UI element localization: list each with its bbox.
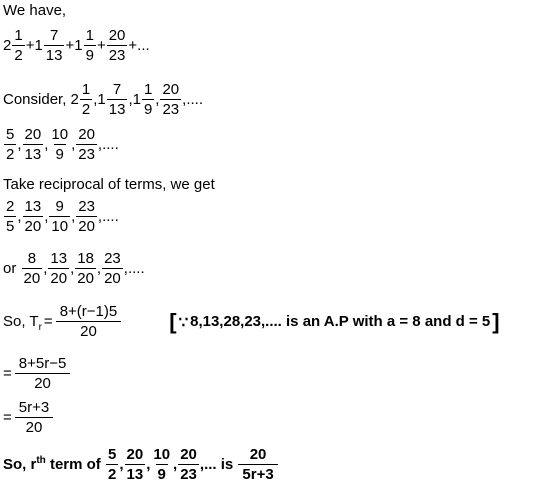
separator: , — [155, 91, 160, 108]
numerator: 23 — [78, 198, 95, 215]
denominator: 23 — [162, 101, 180, 118]
denominator: 5r+3 — [238, 464, 277, 483]
denominator: 20 — [23, 270, 41, 287]
numerator: 13 — [24, 198, 42, 215]
denominator: 2 — [6, 146, 15, 163]
separator: , — [17, 208, 22, 225]
denominator: 20 — [78, 218, 95, 235]
conclusion-tail: ,... is — [199, 456, 238, 473]
fraction — [23, 126, 44, 163]
separator: , — [146, 456, 151, 473]
fraction — [107, 27, 128, 64]
numerator: 8+(r−1)5 — [59, 303, 118, 320]
numerator: 20 — [24, 126, 42, 143]
fraction — [102, 250, 123, 287]
denominator: 23 — [108, 47, 126, 64]
conclusion-line — [3, 446, 279, 483]
numerator: 23 — [104, 250, 121, 267]
numerator: 1 — [143, 81, 153, 98]
separator: , — [17, 136, 22, 153]
ap-note: 8,13,28,23,.... is an A.P with a = 8 and d = 5 — [190, 313, 491, 330]
right-bracket: ] — [492, 308, 500, 334]
operator: +1 — [65, 37, 83, 54]
denominator: 10 — [51, 218, 69, 235]
series-tail: +... — [128, 37, 150, 54]
operator: +1 — [25, 37, 43, 54]
numerator: 20 — [249, 446, 267, 463]
numerator: 5 — [6, 126, 15, 143]
denominator: 20 — [15, 373, 71, 392]
sequence-tail: ,.... — [182, 91, 203, 108]
so-t-text: So, T — [3, 313, 39, 330]
so-r-text: So, r — [3, 456, 37, 473]
denominator: 9 — [157, 466, 166, 483]
sequence-tail: ,.... — [123, 260, 145, 277]
denominator: 23 — [78, 146, 95, 163]
fraction — [15, 399, 53, 436]
numerator: 1 — [14, 27, 23, 44]
numerator: 20 — [108, 27, 126, 44]
fraction — [80, 81, 92, 118]
separator: , — [71, 208, 76, 225]
sequence-tail: ,.... — [97, 208, 119, 225]
fraction — [4, 126, 16, 163]
separator: , — [43, 260, 48, 277]
numerator: 7 — [112, 81, 122, 98]
reciprocal-text: Take reciprocal of terms, we get — [3, 176, 215, 193]
fraction — [142, 81, 154, 118]
fraction — [15, 355, 71, 392]
fraction — [23, 198, 44, 235]
numerator: 1 — [85, 27, 94, 44]
numerator: 7 — [49, 27, 59, 44]
numerator: 2 — [6, 198, 15, 215]
fraction — [22, 250, 43, 287]
consider-prefix: Consider, 2 — [3, 91, 79, 108]
conclusion-prefix — [3, 456, 46, 473]
numerator: 10 — [153, 446, 171, 463]
separator: , — [96, 260, 102, 277]
result-fraction — [238, 446, 277, 483]
fraction — [125, 446, 146, 483]
denominator: 2 — [81, 101, 91, 118]
numerator: 13 — [50, 250, 68, 267]
fraction — [160, 81, 181, 118]
mixed-number-1 — [3, 27, 26, 64]
denominator: 20 — [15, 417, 53, 436]
simplify-step-2 — [3, 399, 54, 436]
denominator: 13 — [108, 101, 126, 118]
numerator: 20 — [162, 81, 180, 98]
fraction — [107, 81, 128, 118]
fraction — [84, 27, 96, 64]
fraction — [49, 198, 70, 235]
separator: ,1 — [128, 91, 141, 108]
fraction — [4, 198, 16, 235]
equals-sign: = — [3, 409, 12, 426]
fraction — [49, 126, 70, 163]
denominator: 9 — [85, 47, 94, 64]
superscript-th: th — [36, 455, 46, 466]
separator: , — [44, 208, 49, 225]
intro-line: We have, — [3, 2, 67, 19]
common-denominator-line — [3, 250, 145, 287]
general-term-line — [3, 303, 502, 340]
denominator: 13 — [45, 47, 63, 64]
numerator: 5r+3 — [18, 399, 50, 416]
operator: + — [96, 37, 106, 54]
denominator: 13 — [126, 466, 144, 483]
consider-line — [3, 81, 203, 118]
denominator: 9 — [55, 146, 64, 163]
numerator: 8 — [27, 250, 37, 267]
fraction — [178, 446, 199, 483]
numerator: 9 — [55, 198, 64, 215]
numerator: 10 — [51, 126, 69, 143]
numerator: 20 — [180, 446, 197, 463]
denominator: 2 — [14, 47, 23, 64]
subscript-r: r — [38, 322, 42, 333]
equals-sign: = — [43, 313, 53, 330]
denominator: 23 — [180, 466, 197, 483]
general-term-label — [3, 313, 42, 333]
denominator: 20 — [104, 270, 121, 287]
fraction — [151, 446, 172, 483]
fraction — [76, 126, 97, 163]
denominator: 20 — [56, 321, 122, 340]
fraction — [44, 27, 65, 64]
denominator: 2 — [107, 466, 117, 483]
fraction — [48, 250, 69, 287]
denominator: 9 — [143, 101, 153, 118]
left-bracket: [ — [169, 308, 177, 334]
fraction — [75, 250, 96, 287]
fraction — [56, 303, 122, 340]
denominator: 5 — [6, 218, 15, 235]
simplify-step-1 — [3, 355, 71, 392]
separator: , — [71, 136, 76, 153]
separator: , — [173, 456, 178, 473]
denominator: 20 — [24, 218, 42, 235]
whole-part: 2 — [3, 37, 12, 54]
term-of-text: term of — [45, 456, 105, 473]
numerator: 8+5r−5 — [18, 355, 67, 372]
separator: , — [44, 136, 49, 153]
fraction — [76, 198, 97, 235]
series-expression — [3, 27, 150, 64]
fraction — [12, 27, 24, 64]
denominator: 20 — [77, 270, 94, 287]
because-symbol: ∵ — [178, 313, 189, 331]
fraction — [106, 446, 118, 483]
denominator: 13 — [24, 146, 42, 163]
reciprocal-line — [3, 198, 119, 235]
improper-fractions-line — [3, 126, 119, 163]
separator: , — [119, 456, 124, 473]
sequence-tail: ,.... — [97, 136, 119, 153]
separator: ,1 — [93, 91, 106, 108]
numerator: 20 — [126, 446, 144, 463]
numerator: 20 — [78, 126, 95, 143]
or-prefix: or — [3, 260, 21, 277]
numerator: 5 — [107, 446, 117, 463]
numerator: 18 — [77, 250, 94, 267]
separator: , — [70, 260, 75, 277]
denominator: 20 — [50, 270, 68, 287]
numerator: 1 — [81, 81, 91, 98]
equals-sign: = — [3, 365, 12, 382]
